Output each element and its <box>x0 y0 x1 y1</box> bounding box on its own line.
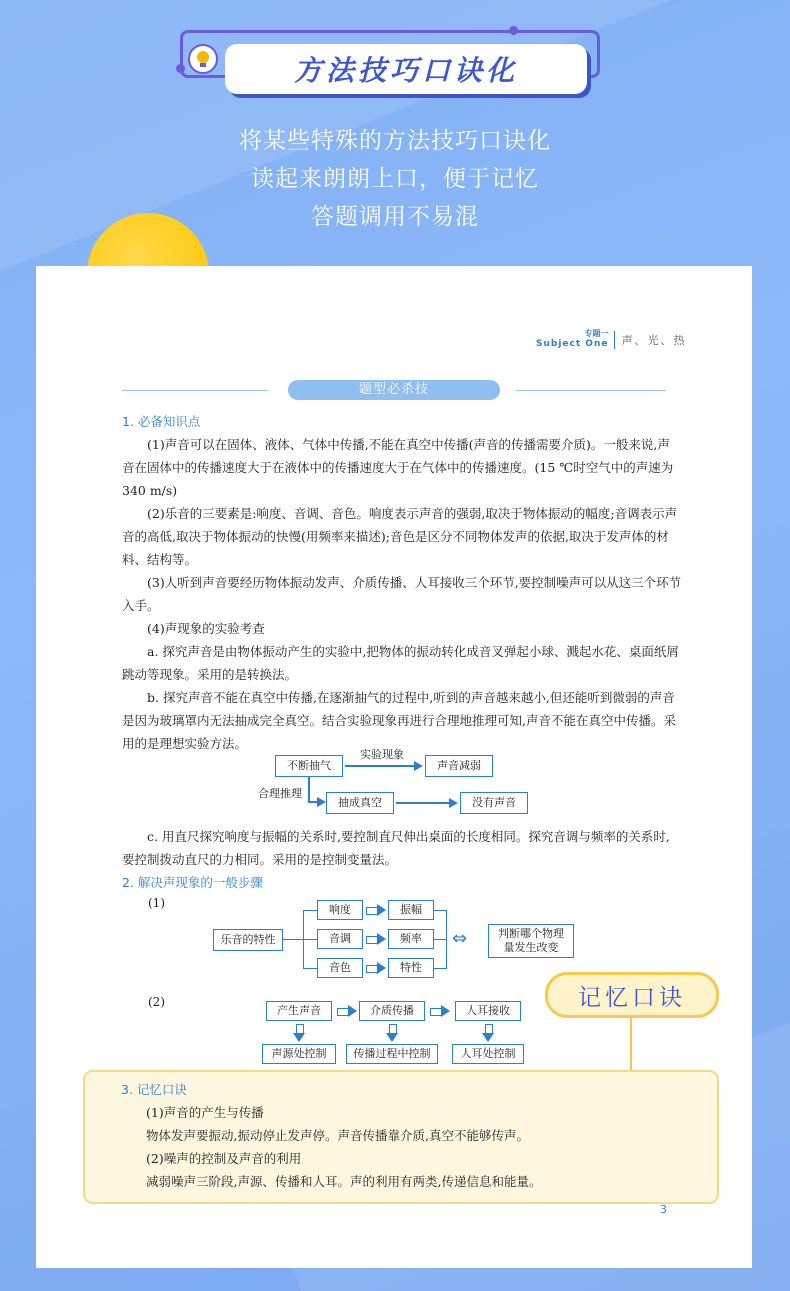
subject-topic: 声、光、热 <box>621 333 687 347</box>
page-title: 方法技巧口诀化 <box>293 54 518 87</box>
diagram2-frequency: 频率 <box>388 929 434 949</box>
down-arrow-icon <box>483 1024 493 1042</box>
subject-en: Subject One <box>536 339 609 349</box>
paragraph-3: (3)人听到声音要经历物体振动发声、介质传播、人耳接收三个环节,要控制噪声可以从这三个环节入手。 <box>122 575 682 613</box>
part1-heading: 1. 必备知识点 <box>122 414 201 429</box>
memory-s1-title: (1)声音的产生与传播 <box>146 1105 264 1120</box>
diagram3-ear: 人耳接收 <box>455 1001 521 1021</box>
diagram1-box-vacuum: 抽成真空 <box>326 792 394 814</box>
diagram1-box-silence: 没有声音 <box>460 792 528 814</box>
diagram1-box-weaker: 声音减弱 <box>425 755 493 777</box>
arrow-right-icon <box>308 798 326 806</box>
memory-s2-text: 减弱噪声三阶段,声源、传播和人耳。声的利用有两类,传递信息和能量。 <box>146 1174 542 1189</box>
diagram2-pitch: 音调 <box>317 929 363 949</box>
frame-dot <box>509 26 518 35</box>
part2-heading: 2. 解决声现象的一般步骤 <box>122 875 263 890</box>
diagram2-loudness: 响度 <box>317 900 363 920</box>
double-arrow-icon <box>430 1006 450 1016</box>
diagram2-character: 特性 <box>388 958 434 978</box>
section-rule-right <box>516 390 666 391</box>
step-number-2: (2) <box>148 995 165 1009</box>
connector-line <box>283 939 303 940</box>
memory-s1-text: 物体发声要振动,振动停止发声停。声音传播靠介质,真空不能够传声。 <box>146 1128 529 1143</box>
intro-line-2: 读起来朗朗上口，便于记忆 <box>251 166 539 192</box>
down-arrow-icon <box>387 1024 397 1042</box>
diagram2-root: 乐音的特性 <box>213 929 283 951</box>
paragraph-1: (1)声音可以在固体、液体、气体中传播,不能在真空中传播(声音的传播需要介质)。一般来说,声音在固体中的传播速度大于在液体中的传播速度大于在气体中的传播速度。(15 ℃时空气中的声速为 340 m/s) <box>122 437 674 498</box>
lightbulb-icon <box>188 44 218 74</box>
step-number-1: (1) <box>148 896 165 910</box>
diagram1-box-pump: 不断抽气 <box>275 755 343 777</box>
frame-dot <box>176 64 185 73</box>
arrow-right-icon <box>345 762 423 770</box>
result-line-1: 判断哪个物理 <box>498 927 564 940</box>
memory-tag: 记忆口诀 <box>545 972 719 1018</box>
paragraph-2: (2)乐音的三要素是:响度、音调、音色。响度表示声音的强弱,取决于物体振动的幅度;音调表示声音的高低,取决于物体振动的快慢(用频率来描述);音色是区分不同物体发声的依据,取决于发声体的材料、结构等。 <box>122 506 678 567</box>
paragraph-4: (4)声现象的实验考查 <box>147 621 265 636</box>
connector-line <box>434 939 446 940</box>
memory-content <box>121 1078 681 1193</box>
intro-line-1: 将某些特殊的方法技巧口诀化 <box>239 128 551 154</box>
page-header <box>536 330 686 349</box>
paragraph-b: b. 探究声音不能在真空中传播,在逐渐抽气的过程中,听到的声音越来越小,但还能听到微弱的声音是因为玻璃罩内无法抽成完全真空。结合实验现象再进行合理地推理可知,声音不能在真空中传播。采用的是理想实验方法。 <box>122 690 676 751</box>
subject-block <box>536 330 608 349</box>
double-arrow-icon <box>366 905 386 915</box>
title-banner <box>225 44 587 94</box>
intro-line-3: 答题调用不易混 <box>311 204 479 230</box>
part1-content <box>122 410 682 755</box>
header-divider <box>614 331 615 349</box>
paragraph-c: c. 用直尺探究响度与振幅的关系时,要控制直尺伸出桌面的长度相同。探究音调与频率的关系时,要控制拨动直尺的力相同。采用的是控制变量法。 <box>122 829 670 867</box>
arrow-right-icon <box>396 799 458 807</box>
connector-line <box>434 910 446 911</box>
page-number: 3 <box>660 1203 667 1216</box>
memory-heading: 3. 记忆口诀 <box>121 1082 187 1097</box>
diagram3-control-path: 传播过程中控制 <box>346 1044 438 1064</box>
diagram2-amplitude: 振幅 <box>388 900 434 920</box>
diagram3-control-ear: 人耳处控制 <box>452 1044 524 1064</box>
memory-connector <box>630 1018 632 1070</box>
section-rule-left <box>122 390 268 391</box>
memory-s2-title: (2)噪声的控制及声音的利用 <box>146 1151 302 1166</box>
double-arrow-icon <box>366 963 386 973</box>
connector-line <box>303 910 317 911</box>
subject-cn: 专题一 <box>584 329 609 338</box>
memory-box <box>83 1070 719 1204</box>
connector-line <box>446 910 447 969</box>
part1-continued <box>122 825 682 894</box>
result-line-2: 量发生改变 <box>503 941 559 954</box>
diagram3-medium: 介质传播 <box>359 1001 425 1021</box>
diagram3-control-source: 声源处控制 <box>262 1044 336 1064</box>
double-arrow-icon <box>366 934 386 944</box>
connector-line <box>434 968 446 969</box>
diagram2-timbre: 音色 <box>317 958 363 978</box>
down-arrow-icon <box>294 1024 304 1042</box>
diagram3-produce: 产生声音 <box>266 1001 332 1021</box>
paragraph-a: a. 探究声音是由物体振动产生的实验中,把物体的振动转化成音叉弹起小球、溅起水花、桌面纸屑跳动等现象。采用的是转换法。 <box>122 644 679 682</box>
double-arrow-icon <box>337 1006 357 1016</box>
connector-line <box>303 939 317 940</box>
section-title: 题型必杀技 <box>288 380 500 400</box>
diagram1-label-phenomenon: 实验现象 <box>360 748 404 761</box>
connector-line <box>303 968 317 969</box>
diagram1-label-reasoning: 合理推理 <box>258 787 302 800</box>
bidirectional-arrow-icon: ⇔ <box>452 928 468 949</box>
diagram2-result <box>488 924 574 958</box>
